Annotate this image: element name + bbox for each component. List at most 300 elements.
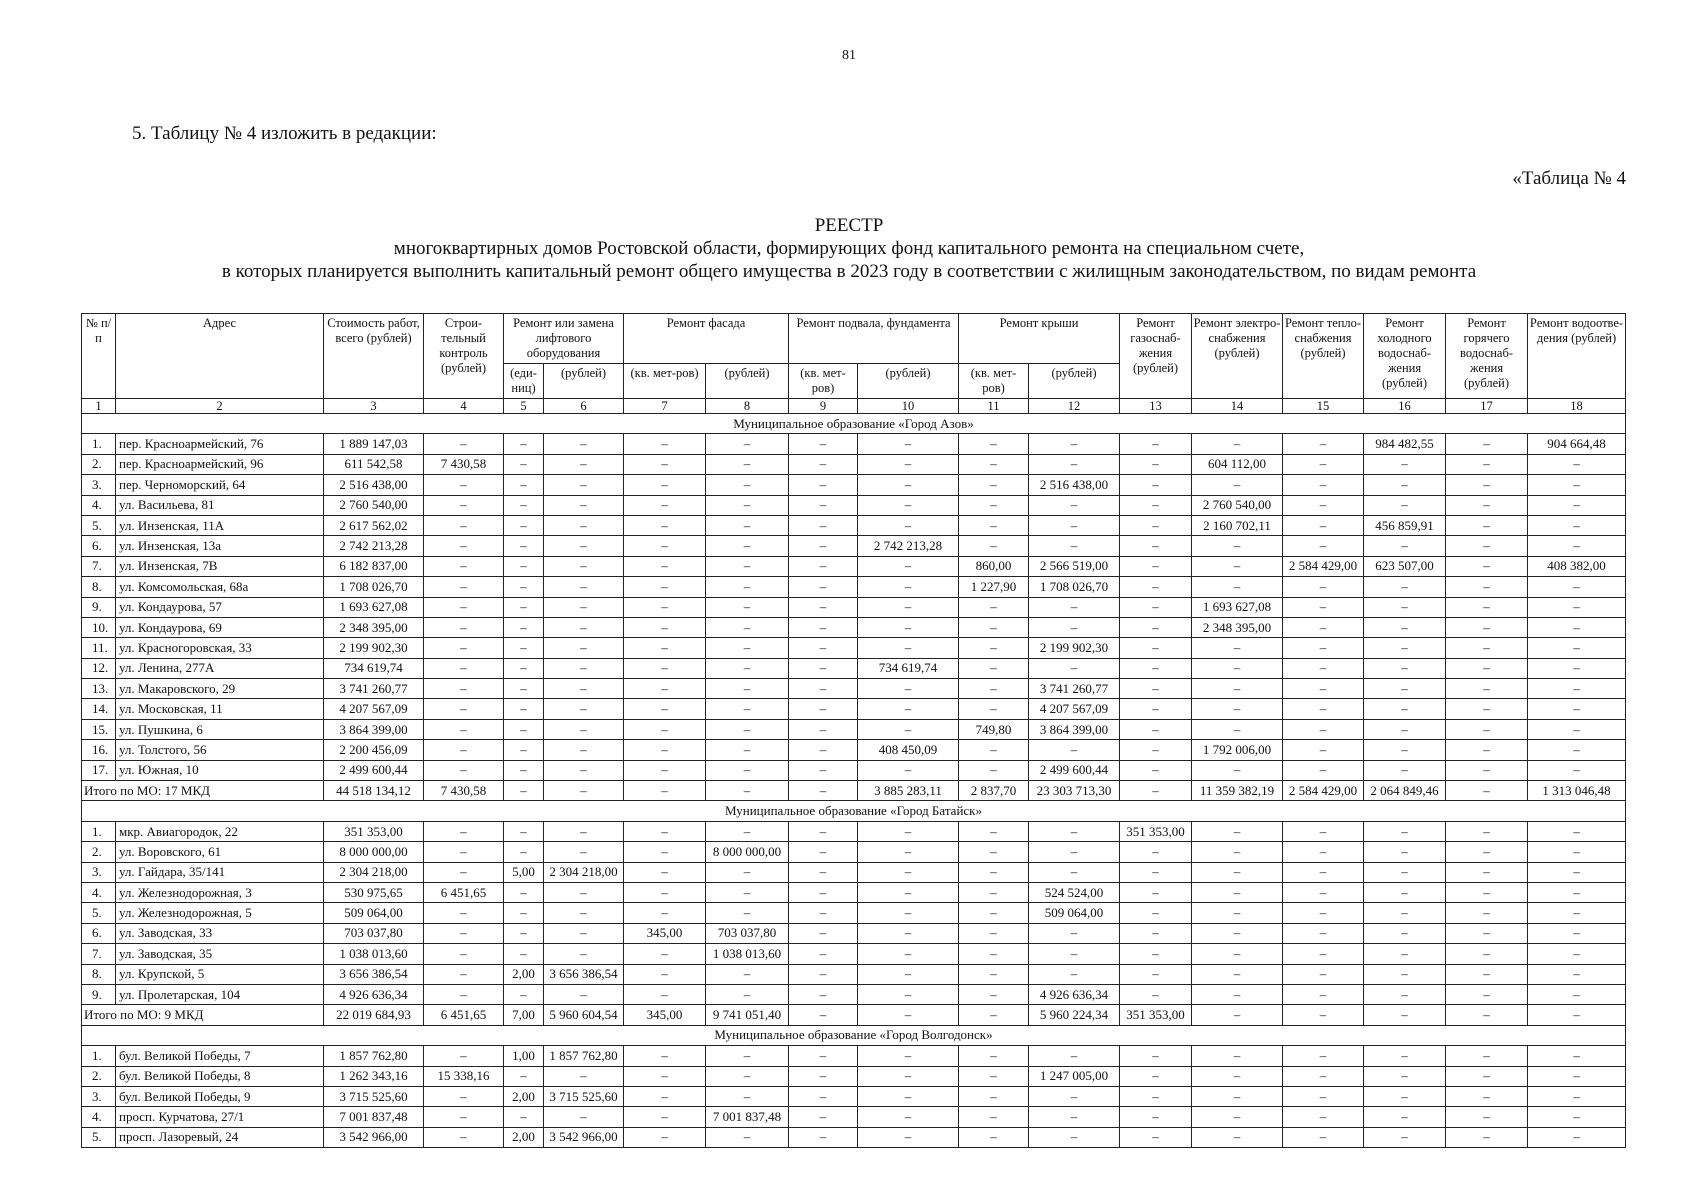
table-cell: – [706, 821, 789, 841]
table-cell: – [424, 821, 504, 841]
row-number: 3. [82, 475, 116, 495]
section-title: Муниципальное образование «Город Волгодонск» [82, 1025, 1626, 1045]
table-cell: – [1528, 923, 1626, 943]
table-cell: – [624, 842, 706, 862]
table-row [82, 434, 1626, 454]
row-address: ул. Макаровского, 29 [116, 679, 324, 699]
table-cell: – [1120, 699, 1192, 719]
table-cell: – [789, 862, 858, 882]
table-cell: – [544, 475, 624, 495]
table-cell: – [1283, 679, 1364, 699]
table-cell: – [789, 617, 858, 637]
table-cell: – [706, 556, 789, 576]
row-address: ул. Инзенская, 7В [116, 556, 324, 576]
row-number: 13. [82, 679, 116, 699]
total-cell: 23 303 713,30 [1029, 781, 1120, 801]
table-cell: – [858, 964, 959, 984]
table-cell: – [624, 862, 706, 882]
registry-table [81, 313, 1626, 1148]
table-cell: – [706, 577, 789, 597]
table-cell: – [1283, 923, 1364, 943]
table-cell: – [1029, 1127, 1120, 1147]
row-number: 4. [82, 1107, 116, 1127]
table-cell: – [1192, 1046, 1283, 1066]
table-cell: 703 037,80 [324, 923, 424, 943]
table-cell: – [1029, 1107, 1120, 1127]
table-cell: – [1446, 475, 1528, 495]
column-number: 4 [424, 399, 504, 414]
table-cell: – [1283, 719, 1364, 739]
table-cell: – [424, 495, 504, 515]
table-cell: – [959, 1086, 1029, 1106]
table-cell: – [1029, 1046, 1120, 1066]
table-cell: – [424, 638, 504, 658]
table-cell: – [624, 1066, 706, 1086]
table-cell: – [959, 597, 1029, 617]
table-cell: – [1283, 597, 1364, 617]
table-cell: – [504, 475, 544, 495]
table-cell: – [858, 842, 959, 862]
table-cell: – [624, 475, 706, 495]
table-cell: 509 064,00 [324, 903, 424, 923]
table-cell: – [504, 617, 544, 637]
table-cell: – [959, 760, 1029, 780]
row-address: ул. Заводская, 33 [116, 923, 324, 943]
table-cell: – [1192, 475, 1283, 495]
table-cell: – [789, 434, 858, 454]
table-cell: 2 199 902,30 [324, 638, 424, 658]
table-cell: – [1192, 882, 1283, 902]
table-cell: – [424, 577, 504, 597]
table-cell: – [1446, 679, 1528, 699]
table-cell: – [624, 903, 706, 923]
table-header [82, 314, 1626, 414]
table-cell: – [1446, 699, 1528, 719]
table-cell: 1,00 [504, 1046, 544, 1066]
table-cell: – [424, 740, 504, 760]
table-cell: – [424, 658, 504, 678]
table-cell: – [1528, 638, 1626, 658]
table-cell: 1 038 013,60 [706, 944, 789, 964]
table-cell: – [1364, 699, 1446, 719]
table-cell: – [1528, 658, 1626, 678]
row-number: 4. [82, 882, 116, 902]
table-cell: – [504, 536, 544, 556]
section-header-row [82, 414, 1626, 434]
table-cell: – [1192, 903, 1283, 923]
table-cell: – [1528, 1066, 1626, 1086]
table-cell: – [1446, 597, 1528, 617]
table-cell: – [544, 577, 624, 597]
table-cell: – [1192, 638, 1283, 658]
table-cell: 1 857 762,80 [324, 1046, 424, 1066]
table-cell: – [1364, 1127, 1446, 1147]
table-cell: – [706, 1066, 789, 1086]
table-cell: – [1120, 515, 1192, 535]
table-cell: – [1120, 719, 1192, 739]
table-cell: 1 708 026,70 [1029, 577, 1120, 597]
table-cell: – [706, 862, 789, 882]
table-cell: – [1364, 638, 1446, 658]
table-cell: – [789, 597, 858, 617]
table-cell: – [624, 1107, 706, 1127]
table-cell: – [1528, 740, 1626, 760]
table-cell: – [706, 536, 789, 556]
table-cell: – [1364, 842, 1446, 862]
column-number: 16 [1364, 399, 1446, 414]
table-cell: – [959, 434, 1029, 454]
table-cell: – [858, 1046, 959, 1066]
table-cell: – [424, 556, 504, 576]
table-cell: – [1528, 882, 1626, 902]
header-lift-units: (еди-ниц) [504, 364, 544, 399]
table-cell: – [789, 923, 858, 943]
table-cell: 2 760 540,00 [324, 495, 424, 515]
header-facade-rub: (рублей) [706, 364, 789, 399]
table-cell: – [1283, 1127, 1364, 1147]
table-cell: 860,00 [959, 556, 1029, 576]
row-number: 7. [82, 556, 116, 576]
table-cell: – [1528, 944, 1626, 964]
table-row [82, 679, 1626, 699]
total-cell: 5 960 224,34 [1029, 1005, 1120, 1025]
table-cell: – [858, 475, 959, 495]
table-cell: – [789, 638, 858, 658]
table-cell: – [1029, 434, 1120, 454]
table-cell: – [1029, 821, 1120, 841]
table-cell: – [544, 821, 624, 841]
total-cell: – [504, 781, 544, 801]
table-cell: – [544, 984, 624, 1004]
table-cell: – [544, 944, 624, 964]
column-number: 3 [324, 399, 424, 414]
table-cell: – [1283, 536, 1364, 556]
table-cell: – [1446, 984, 1528, 1004]
table-cell: – [624, 1127, 706, 1147]
column-number: 2 [116, 399, 324, 414]
table-cell: – [1120, 1127, 1192, 1147]
table-cell: – [858, 821, 959, 841]
table-row [82, 536, 1626, 556]
table-cell: – [789, 577, 858, 597]
row-number: 6. [82, 923, 116, 943]
column-number: 8 [706, 399, 789, 414]
table-cell: – [706, 1127, 789, 1147]
table-cell: – [1192, 1127, 1283, 1147]
table-cell: – [1528, 760, 1626, 780]
table-cell: 6 182 837,00 [324, 556, 424, 576]
table-cell: 6 451,65 [424, 882, 504, 902]
table-cell: – [1120, 760, 1192, 780]
table-cell: – [959, 944, 1029, 964]
table-cell: – [1364, 658, 1446, 678]
table-cell: – [706, 760, 789, 780]
row-address: ул. Заводская, 35 [116, 944, 324, 964]
table-cell: 351 353,00 [324, 821, 424, 841]
table-cell: – [504, 434, 544, 454]
total-cell: – [1364, 1005, 1446, 1025]
total-cell: – [1446, 781, 1528, 801]
table-cell: – [1120, 842, 1192, 862]
header-lift-rub: (рублей) [544, 364, 624, 399]
table-row [82, 699, 1626, 719]
table-cell: – [544, 842, 624, 862]
column-number: 12 [1029, 399, 1120, 414]
table-cell: – [858, 454, 959, 474]
table-cell: – [624, 577, 706, 597]
table-row [82, 638, 1626, 658]
table-cell: – [959, 679, 1029, 699]
table-cell: – [624, 699, 706, 719]
header-roof-sqm: (кв. мет-ров) [959, 364, 1029, 399]
table-cell: – [424, 475, 504, 495]
row-address: бул. Великой Победы, 8 [116, 1066, 324, 1086]
header-gas: Ремонт газоснаб-жения (рублей) [1120, 314, 1192, 399]
table-cell: – [544, 556, 624, 576]
row-address: бул. Великой Победы, 7 [116, 1046, 324, 1066]
table-cell: – [1528, 862, 1626, 882]
table-cell: – [789, 556, 858, 576]
table-cell: – [424, 719, 504, 739]
total-cell: 11 359 382,19 [1192, 781, 1283, 801]
table-cell: – [544, 658, 624, 678]
table-cell: – [1283, 475, 1364, 495]
table-cell: – [1283, 944, 1364, 964]
table-cell: – [624, 1046, 706, 1066]
intro-text: 5. Таблицу № 4 изложить в редакции: [132, 123, 437, 144]
row-number: 2. [82, 1066, 116, 1086]
table-cell: – [1446, 862, 1528, 882]
table-cell: – [1528, 1086, 1626, 1106]
table-cell: – [858, 679, 959, 699]
table-cell: – [706, 434, 789, 454]
row-number: 9. [82, 597, 116, 617]
table-cell: – [1528, 679, 1626, 699]
column-number: 18 [1528, 399, 1626, 414]
table-cell: – [1029, 597, 1120, 617]
table-cell: – [959, 1107, 1029, 1127]
table-cell: – [1528, 475, 1626, 495]
table-cell: 3 542 966,00 [324, 1127, 424, 1147]
table-cell: – [1528, 699, 1626, 719]
table-cell: – [1283, 638, 1364, 658]
column-number: 10 [858, 399, 959, 414]
table-cell: 2 760 540,00 [1192, 495, 1283, 515]
table-cell: – [858, 577, 959, 597]
table-cell: – [504, 679, 544, 699]
table-cell: – [504, 515, 544, 535]
row-number: 3. [82, 862, 116, 882]
table-cell: – [504, 556, 544, 576]
table-cell: – [959, 617, 1029, 637]
table-cell: 345,00 [624, 923, 706, 943]
table-cell: – [1192, 862, 1283, 882]
table-cell: – [504, 719, 544, 739]
total-cell: – [1528, 1005, 1626, 1025]
header-address: Адрес [116, 314, 324, 399]
table-cell: 4 207 567,09 [324, 699, 424, 719]
table-cell: – [1120, 434, 1192, 454]
table-cell: – [504, 638, 544, 658]
table-cell: – [624, 984, 706, 1004]
table-cell: – [858, 638, 959, 658]
table-cell: – [1192, 679, 1283, 699]
title-line-2: многоквартирных домов Ростовской области, формирующих фонд капитального ремонта на специальном счете, [393, 238, 1305, 259]
title-line-3: в которых планируется выполнить капитальный ремонт общего имущества в 2023 году в соответствии с жилищным законодательством, по видам ремонта [221, 261, 1477, 282]
table-cell: – [1283, 1066, 1364, 1086]
table-cell: – [1029, 617, 1120, 637]
table-cell: – [1364, 1066, 1446, 1086]
table-cell: – [1364, 454, 1446, 474]
table-cell: – [858, 1107, 959, 1127]
total-cell: 1 313 046,48 [1528, 781, 1626, 801]
table-cell: 1 889 147,03 [324, 434, 424, 454]
table-cell: – [858, 923, 959, 943]
table-cell: 8 000 000,00 [324, 842, 424, 862]
table-cell: – [424, 903, 504, 923]
table-cell: – [1528, 821, 1626, 841]
table-cell: 2 348 395,00 [1192, 617, 1283, 637]
table-cell: – [1192, 944, 1283, 964]
table-cell: – [959, 740, 1029, 760]
table-cell: – [789, 495, 858, 515]
row-number: 12. [82, 658, 116, 678]
table-cell: – [858, 862, 959, 882]
table-row [82, 1086, 1626, 1106]
table-cell: 3 656 386,54 [324, 964, 424, 984]
table-cell: 2 304 218,00 [544, 862, 624, 882]
row-number: 5. [82, 903, 116, 923]
table-cell: 2,00 [504, 1127, 544, 1147]
table-cell: – [424, 1046, 504, 1066]
table-cell: – [544, 923, 624, 943]
row-address: пер. Черноморский, 64 [116, 475, 324, 495]
table-cell: – [424, 699, 504, 719]
table-cell: – [959, 638, 1029, 658]
table-cell: – [1364, 740, 1446, 760]
table-cell: – [706, 475, 789, 495]
table-cell: – [624, 760, 706, 780]
table-cell: 2,00 [504, 1086, 544, 1106]
table-cell: 2 617 562,02 [324, 515, 424, 535]
table-cell: – [424, 617, 504, 637]
section-header-row [82, 801, 1626, 821]
table-cell: – [789, 719, 858, 739]
table-cell: – [1283, 577, 1364, 597]
table-cell: – [544, 903, 624, 923]
table-cell: 2 584 429,00 [1283, 556, 1364, 576]
table-cell: – [1364, 862, 1446, 882]
table-cell: – [1446, 454, 1528, 474]
table-cell: 408 450,09 [858, 740, 959, 760]
table-row [82, 719, 1626, 739]
row-address: ул. Ленина, 277А [116, 658, 324, 678]
table-cell: – [1528, 964, 1626, 984]
table-cell: 524 524,00 [1029, 882, 1120, 902]
table-cell: – [1029, 862, 1120, 882]
table-cell: 604 112,00 [1192, 454, 1283, 474]
table-row [82, 475, 1626, 495]
table-cell: 2 742 213,28 [858, 536, 959, 556]
table-cell: 611 542,58 [324, 454, 424, 474]
table-cell: – [789, 1046, 858, 1066]
table-row [82, 1046, 1626, 1066]
row-address: мкр. Авиагородок, 22 [116, 821, 324, 841]
table-cell: – [504, 821, 544, 841]
table-cell: – [858, 434, 959, 454]
table-cell: 408 382,00 [1528, 556, 1626, 576]
table-cell: – [504, 903, 544, 923]
table-cell: – [1029, 923, 1120, 943]
table-cell: – [624, 964, 706, 984]
total-cell: 351 353,00 [1120, 1005, 1192, 1025]
table-cell: – [706, 617, 789, 637]
row-address: ул. Кондаурова, 57 [116, 597, 324, 617]
table-cell: – [959, 984, 1029, 1004]
table-cell: – [1364, 1086, 1446, 1106]
table-cell: – [1446, 617, 1528, 637]
column-number: 13 [1120, 399, 1192, 414]
table-cell: – [1364, 821, 1446, 841]
table-cell: – [504, 454, 544, 474]
table-cell: – [1029, 944, 1120, 964]
table-cell: – [706, 658, 789, 678]
table-cell: 984 482,55 [1364, 434, 1446, 454]
table-cell: – [789, 658, 858, 678]
table-cell: – [1192, 577, 1283, 597]
table-cell: – [1446, 944, 1528, 964]
table-cell: – [624, 434, 706, 454]
table-cell: – [1120, 923, 1192, 943]
table-cell: – [1283, 842, 1364, 862]
table-cell: – [1446, 760, 1528, 780]
header-heat: Ремонт тепло-снабжения (рублей) [1283, 314, 1364, 399]
table-cell: – [789, 536, 858, 556]
table-cell: – [1192, 658, 1283, 678]
table-cell: – [504, 882, 544, 902]
table-cell: – [706, 1086, 789, 1106]
table-cell: – [858, 1086, 959, 1106]
table-cell: – [1446, 923, 1528, 943]
row-address: ул. Васильева, 81 [116, 495, 324, 515]
table-cell: – [1120, 1046, 1192, 1066]
table-cell: – [1446, 658, 1528, 678]
table-cell: – [1029, 740, 1120, 760]
column-number: 6 [544, 399, 624, 414]
table-cell: – [1283, 964, 1364, 984]
table-cell: – [1364, 903, 1446, 923]
table-cell: – [858, 903, 959, 923]
table-label: «Таблица № 4 [1512, 168, 1626, 189]
table-cell: – [424, 434, 504, 454]
table-cell: 2 200 456,09 [324, 740, 424, 760]
table-cell: – [706, 638, 789, 658]
total-cell: 2 584 429,00 [1283, 781, 1364, 801]
table-cell: – [959, 1066, 1029, 1086]
table-row [82, 556, 1626, 576]
table-cell: 3 656 386,54 [544, 964, 624, 984]
header-basement-sqm: (кв. мет-ров) [789, 364, 858, 399]
table-cell: – [1364, 882, 1446, 902]
table-cell: – [1192, 984, 1283, 1004]
table-cell: – [1120, 1107, 1192, 1127]
table-cell: – [544, 719, 624, 739]
table-cell: 509 064,00 [1029, 903, 1120, 923]
table-cell: – [1120, 740, 1192, 760]
table-cell: 8 000 000,00 [706, 842, 789, 862]
table-cell: – [424, 679, 504, 699]
table-cell: – [1283, 903, 1364, 923]
